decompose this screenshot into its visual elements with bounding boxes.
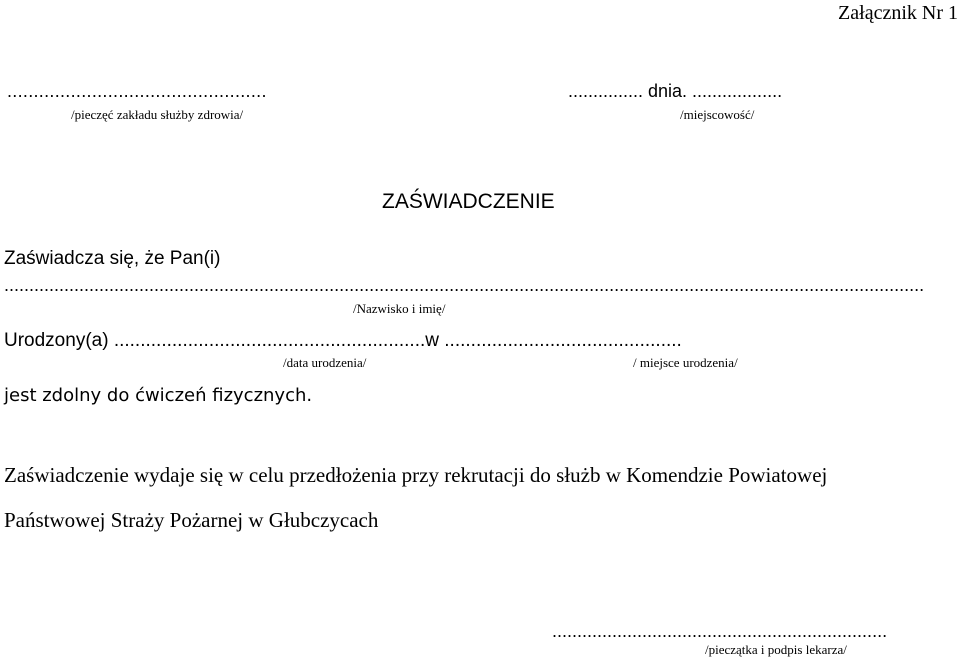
purpose-line-1: Zaświadczenie wydaje się w celu przedłożenia przy rekrutacji do służb w Komendzie Powiatowej bbox=[4, 463, 828, 487]
certify-text: Zaświadcza się, że Pan(i) bbox=[4, 248, 221, 269]
name-label: /Nazwisko i imię/ bbox=[353, 301, 446, 316]
born-line: Urodzony(a) ...........................................................w ............................................. bbox=[4, 330, 682, 351]
birth-place-label: / miejsce urodzenia/ bbox=[633, 355, 738, 370]
signature-label: /pieczątka i podpis lekarza/ bbox=[705, 642, 847, 657]
place-date-dotted-line: ............... dnia. .................. bbox=[568, 81, 783, 101]
stamp-label: /pieczęć zakładu służby zdrowia/ bbox=[71, 107, 244, 122]
place-label: /miejscowość/ bbox=[680, 107, 755, 122]
fitness-statement: jest zdolny do ćwiczeń fizycznych. bbox=[4, 385, 313, 406]
birth-date-label: /data urodzenia/ bbox=[283, 355, 367, 370]
signature-dotted-line: ................................................................... bbox=[552, 621, 888, 641]
annex-number: Załącznik Nr 1 bbox=[838, 2, 958, 24]
purpose-line-2: Państwowej Straży Pożarnej w Głubczycach bbox=[4, 508, 379, 532]
name-dotted-line: ........................................................................................................................................................................................ bbox=[4, 275, 925, 295]
document-title: ZAŚWIADCZENIE bbox=[382, 190, 555, 213]
stamp-dotted-line: ................................................. bbox=[7, 81, 267, 101]
